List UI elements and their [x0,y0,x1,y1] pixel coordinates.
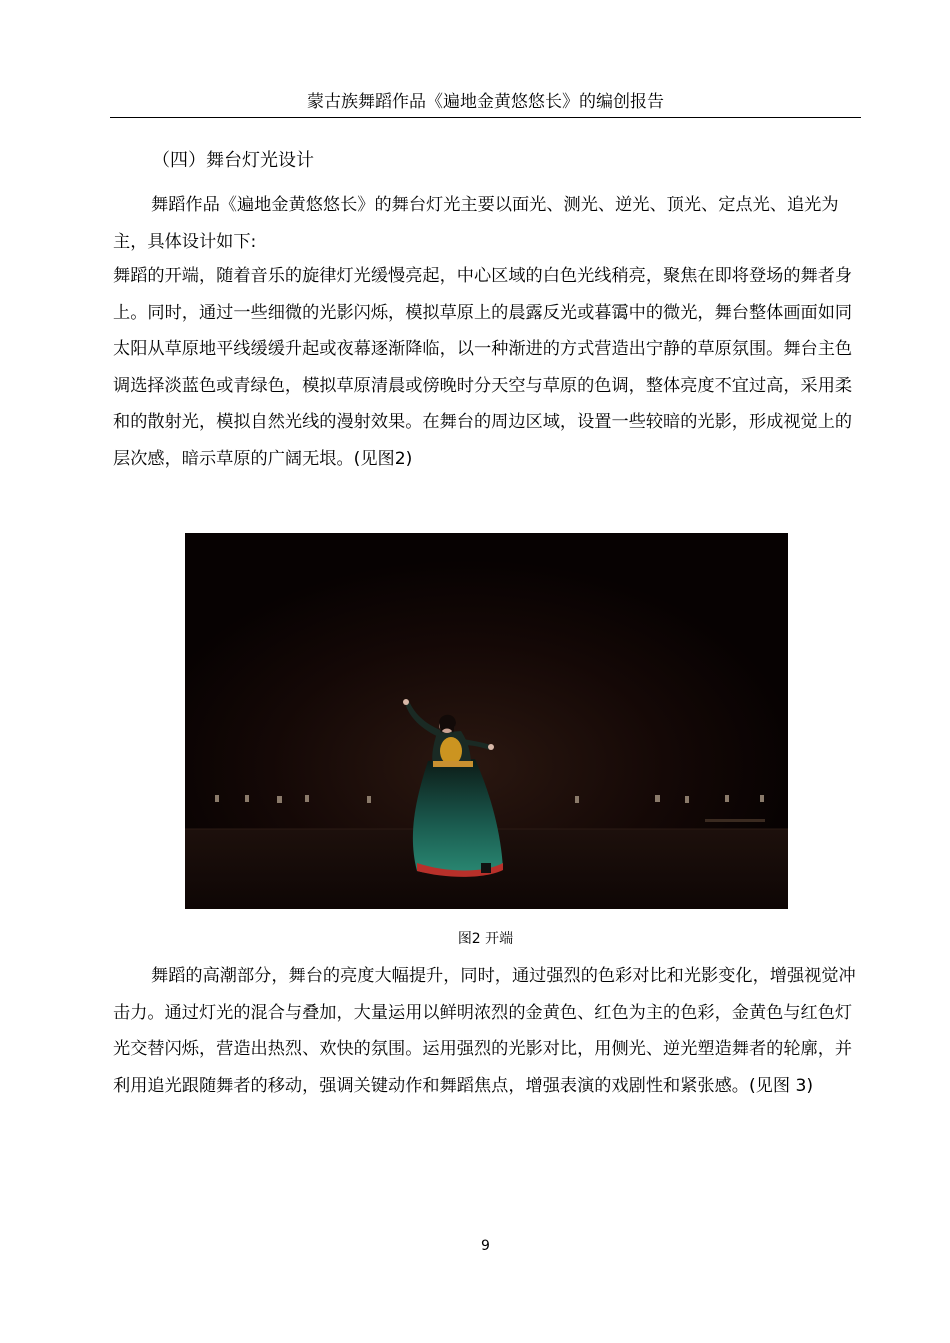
dancer-hand-left [403,699,409,705]
paragraph-opening [113,258,857,477]
figure-2-photo [185,533,788,909]
dancer-belt [433,761,473,767]
dancer-gold-embroidery [440,737,462,765]
stage-photo-illustration [185,533,788,909]
paragraph-climax-text: 舞蹈的高潮部分，舞台的亮度大幅提升，同时，通过强烈的色彩对比和光影变化，增强视觉冲击力。通过灯光的混合与叠加，大量运用以鲜明浓烈的金黄色、红色为主的色彩，金黄色与红色灯光交替闪烁，营造出热烈、欢快的氛围。运用强烈的光影对比，用侧光、逆光塑造舞者的轮廓，并利用追光跟随舞者的移动，强调关键动作和舞蹈焦点，增强表演的戏剧性和紧张感。(见图 3) [113,966,856,1096]
paragraph-intro-text: 舞蹈作品《遍地金黄悠悠长》的舞台灯光主要以面光、测光、逆光、顶光、定点光、追光为主，具体设计如下: [113,195,839,252]
paragraph-intro [113,187,857,260]
paragraph-opening-text: 舞蹈的开端，随着音乐的旋律灯光缓慢亮起，中心区域的白色光线稍亮，聚焦在即将登场的舞者身上。同时，通过一些细微的光影闪烁，模拟草原上的晨露反光或暮霭中的微光，舞台整体画面如同太阳从草原地平线缓缓升起或夜幕逐渐降临，以一种渐进的方式营造出宁静的草原氛围。舞台主色调选择淡蓝色或青绿色，模拟草原清晨或傍晚时分天空与草原的色调，整体亮度不宜过高，采用柔和的散射光，模拟自然光线的漫射效果。在舞台的周边区域，设置一些较暗的光影，形成视觉上的层次感，暗示草原的广阔无垠。(见图2) [113,266,853,469]
dancer-boot [481,863,491,873]
header-rule [110,117,861,118]
dancer-hand-right [488,744,494,750]
section-heading: （四）舞台灯光设计 [152,150,314,171]
figure-caption: 图2 开端 [457,931,514,947]
paragraph-climax [113,958,857,1104]
running-header: 蒙古族舞蹈作品《遍地金黄悠悠长》的编创报告 [307,92,664,112]
page-number: 9 [481,1238,490,1254]
